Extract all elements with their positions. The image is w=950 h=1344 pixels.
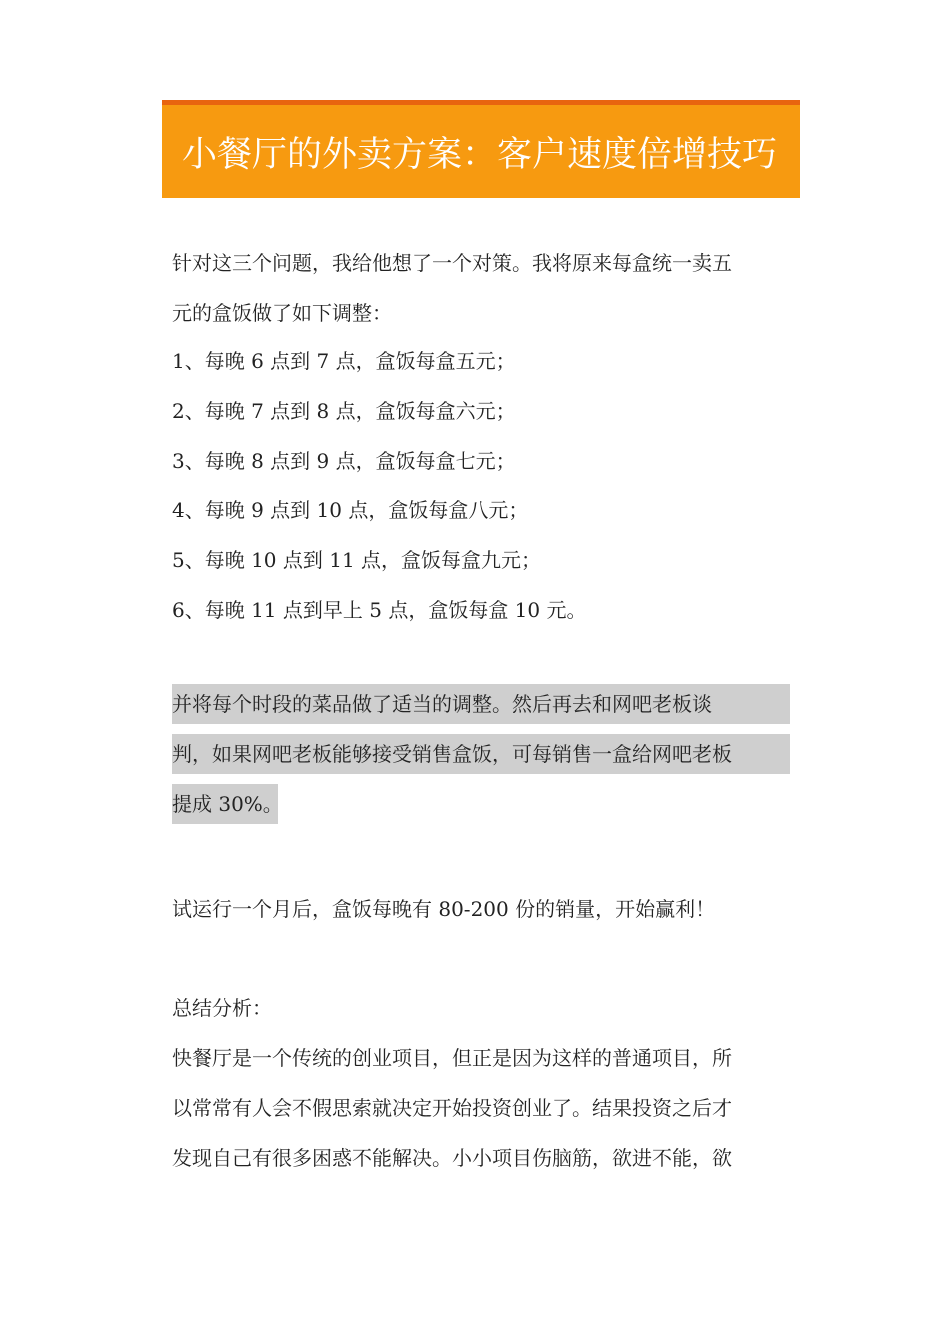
result-line: 试运行一个月后，盒饭每晚有 80-200 份的销量，开始赢利！ <box>172 897 716 921</box>
price-item-6: 6、每晚 11 点到早上 5 点，盒饭每盒 10 元。 <box>172 598 587 622</box>
intro-line-2: 元的盒饭做了如下调整： <box>172 301 392 325</box>
highlight-line-2: 判，如果网吧老板能够接受销售盒饭，可每销售一盒给网吧老板 <box>172 734 790 774</box>
price-item-5: 5、每晚 10 点到 11 点，盒饭每盒九元； <box>172 548 542 572</box>
intro-line-1: 针对这三个问题，我给他想了一个对策。我将原来每盒统一卖五 <box>172 251 732 275</box>
summary-heading: 总结分析： <box>172 996 272 1020</box>
price-item-3: 3、每晚 8 点到 9 点，盒饭每盒七元； <box>172 449 516 473</box>
price-item-1: 1、每晚 6 点到 7 点，盒饭每盒五元； <box>172 349 516 373</box>
summary-line-2: 以常常有人会不假思索就决定开始投资创业了。结果投资之后才 <box>172 1096 732 1120</box>
price-item-2: 2、每晚 7 点到 8 点，盒饭每盒六元； <box>172 399 516 423</box>
price-item-4: 4、每晚 9 点到 10 点，盒饭每盒八元； <box>172 498 529 522</box>
summary-line-3: 发现自己有很多困惑不能解决。小小项目伤脑筋，欲进不能，欲 <box>172 1146 732 1170</box>
summary-line-1: 快餐厅是一个传统的创业项目，但正是因为这样的普通项目，所 <box>172 1046 732 1070</box>
highlight-line-1: 并将每个时段的菜品做了适当的调整。然后再去和网吧老板谈 <box>172 684 790 724</box>
page-title: 小餐厅的外卖方案：客户速度倍增技巧 <box>182 135 778 175</box>
title-banner <box>162 100 800 198</box>
highlight-line-3: 提成 30%。 <box>172 784 278 824</box>
